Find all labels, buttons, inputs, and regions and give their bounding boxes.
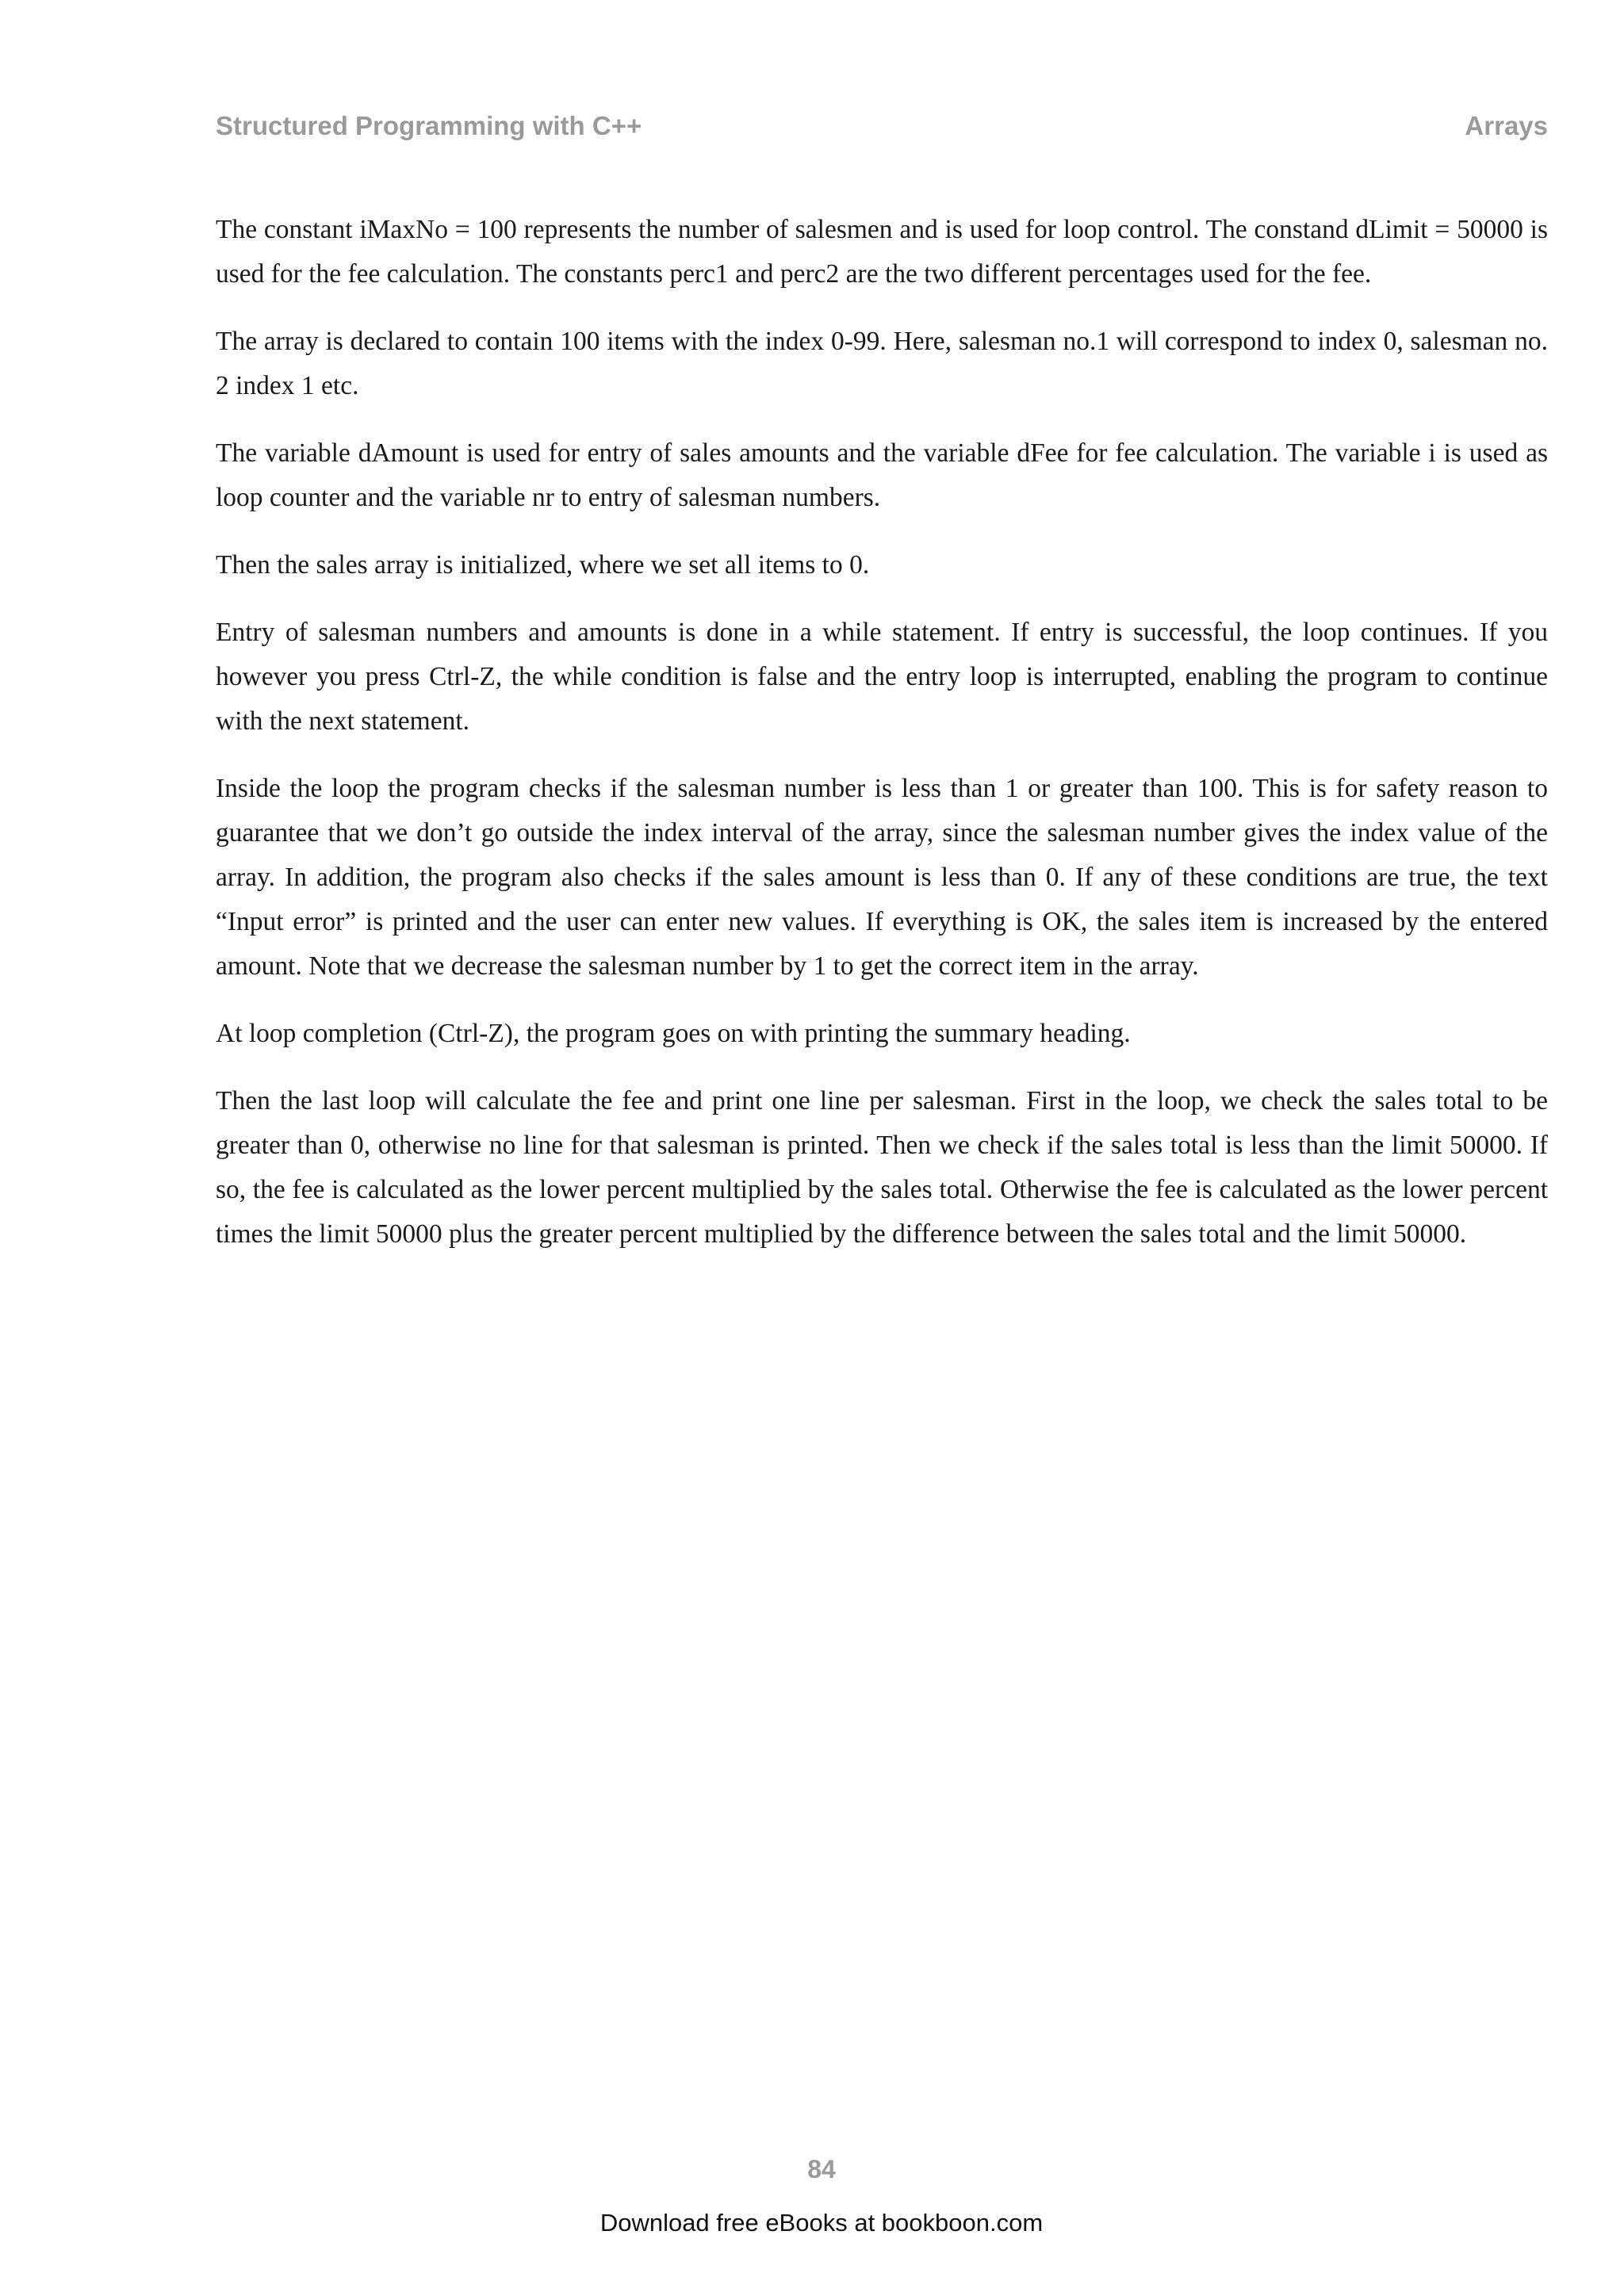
paragraph: Entry of salesman numbers and amounts is done in a while statement. If entry is successful, the loop continues. If you however you press Ctrl-Z, the while condition is false and the entry loop is interrupted, enabling the program to continue with the next statement. bbox=[216, 618, 1548, 736]
paragraph: Inside the loop the program checks if the salesman number is less than 1 or greater than 100. This is for safety reason to guarantee that we don’t go outside the index interval of the array, since the salesman number gives the index value of the array. In addition, the program also checks if the sales amount is less than 0. If any of these conditions are true, the text “Input error” is printed and the user can enter new values. If everything is OK, the sales item is increased by the entered amount. Note that we decrease the salesman number by 1 to get the correct item in the array. bbox=[216, 774, 1548, 981]
paragraph: Then the last loop will calculate the fee and print one line per salesman. First in the loop, we check the sales total to be greater than 0, otherwise no line for that salesman is printed. Then we check if the sales total is less than the limit 50000. If so, the fee is calculated as the lower percent multiplied by the sales total. Otherwise the fee is calculated as the lower percent times the limit 50000 plus the greater percent multiplied by the difference between the sales total and the limit 50000. bbox=[216, 1086, 1548, 1249]
running-header bbox=[216, 111, 1548, 141]
chapter-title: Arrays bbox=[1465, 111, 1548, 140]
paragraph: At loop completion (Ctrl-Z), the program goes on with printing the summary heading. bbox=[216, 1019, 1131, 1048]
paragraph: The constant iMaxNo = 100 represents the number of salesmen and is used for loop control. The constand dLimit = 50000 is used for the fee calculation. The constants perc1 and perc2 are the two different percentages used for the fee. bbox=[216, 215, 1548, 289]
book-title: Structured Programming with C++ bbox=[216, 111, 642, 140]
body-text bbox=[216, 208, 1548, 1280]
footer-link[interactable]: Download free eBooks at bookboon.com bbox=[599, 2209, 1044, 2237]
paragraph: The array is declared to contain 100 items with the index 0-99. Here, salesman no.1 will correspond to index 0, salesman no. 2 index 1 etc. bbox=[216, 327, 1548, 400]
paragraph: Then the sales array is initialized, where we set all items to 0. bbox=[216, 550, 870, 580]
page-number: 84 bbox=[807, 2155, 836, 2183]
paragraph: The variable dAmount is used for entry of sales amounts and the variable dFee for fee calculation. The variable i is used as loop counter and the variable nr to entry of salesman numbers. bbox=[216, 438, 1548, 512]
